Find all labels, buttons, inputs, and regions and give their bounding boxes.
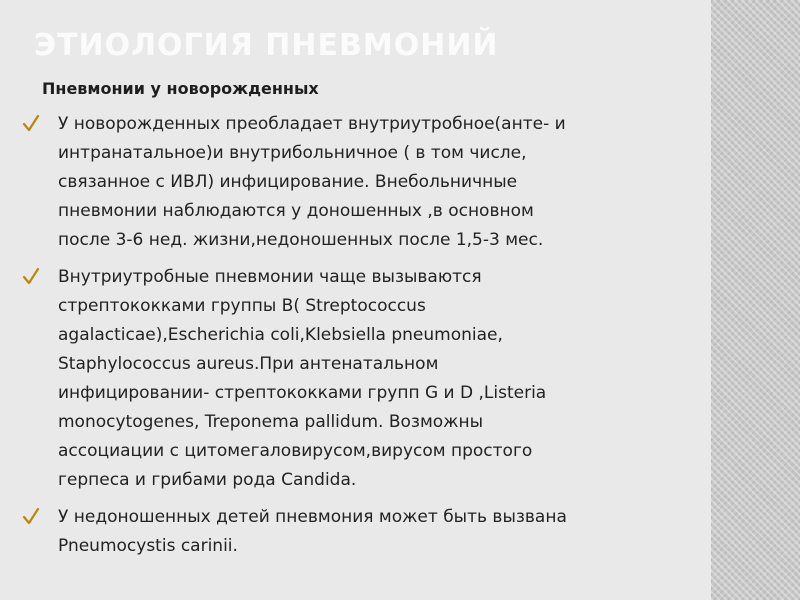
- bullet-text-line: Pneumocystis carinii.: [58, 536, 238, 556]
- bullet-text-line: после 3-6 нед. жизни,недоношенных после 1,5-3 мес.: [58, 230, 544, 250]
- bullet-text-line: герпеса и грибами рода Candida.: [58, 470, 357, 490]
- decorative-side-strip: [711, 0, 800, 600]
- bullet-text-line: agalacticae),Escherichia coli,Klebsiella pneumoniae,: [58, 325, 503, 345]
- bullet-text-line: У новорожденных преобладает внутриутробное(анте- и: [58, 114, 566, 134]
- bullet-text-line: стрептококками группы В( Streptococcus: [58, 296, 426, 316]
- bullet-text-line: связанное с ИВЛ) инфицирование. Внебольничные: [58, 172, 518, 192]
- bullet-text-line: инфицировании- стрептококками групп G и D ,Listeria: [58, 383, 547, 403]
- checkmark-icon: [22, 112, 40, 134]
- bullet-text-line: У недоношенных детей пневмония может быть вызвана: [58, 507, 567, 527]
- bullet-text-line: Staphylococcus aureus.При антенатальном: [58, 354, 439, 374]
- bullet-item: [22, 110, 698, 255]
- bullet-list: [22, 110, 698, 569]
- checkmark-icon: [22, 265, 40, 287]
- bullet-item: [22, 263, 698, 495]
- slide-subtitle: Пневмонии у новорожденных: [42, 79, 319, 98]
- bullet-text-line: пневмонии наблюдаются у доношенных ,в основном: [58, 201, 534, 221]
- slide-title: ЭТИОЛОГИЯ ПНЕВМОНИЙ: [34, 28, 499, 63]
- bullet-text-line: ассоциации с цитомегаловирусом,вирусом простого: [58, 441, 533, 461]
- bullet-text-line: интранатальное)и внутрибольничное ( в том числе,: [58, 143, 527, 163]
- checkmark-icon: [22, 505, 40, 527]
- bullet-item: [22, 503, 698, 561]
- bullet-text-line: Внутриутробные пневмонии чаще вызываются: [58, 267, 482, 287]
- bullet-text-line: monocytogenes, Treponema pallidum. Возможны: [58, 412, 484, 432]
